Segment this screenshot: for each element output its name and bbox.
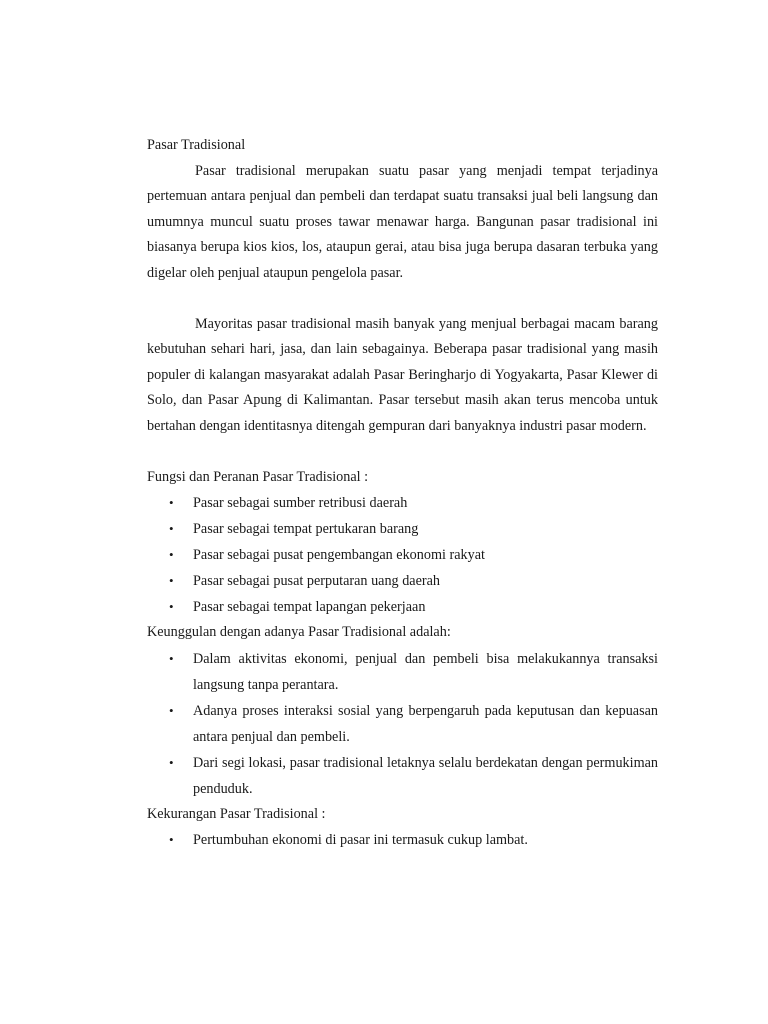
list-item-text: Adanya proses interaksi sosial yang berpengaruh pada keputusan dan kepuasan antara penjual dan pembeli. (193, 702, 658, 745)
section-title-fungsi: Fungsi dan Peranan Pasar Tradisional : (147, 468, 369, 485)
list-item (147, 542, 658, 568)
list-item-text: Pasar sebagai tempat lapangan pekerjaan (193, 599, 426, 615)
list-item-text: Pasar sebagai sumber retribusi daerah (193, 495, 408, 511)
paragraph-spacer (147, 439, 658, 465)
bullet-icon: • (169, 702, 174, 718)
bullet-icon: • (169, 495, 174, 510)
bullet-icon: • (169, 521, 174, 536)
list-item (147, 827, 658, 853)
bullet-icon: • (169, 754, 174, 770)
list-item-text: Pasar sebagai pusat pengembangan ekonomi rakyat (193, 547, 485, 563)
paragraph-spacer (147, 286, 658, 312)
list-item (147, 646, 658, 698)
list-item-text: Pasar sebagai tempat pertukaran barang (193, 521, 419, 537)
list-keunggulan (147, 646, 658, 802)
list-item (147, 698, 658, 750)
list-item-text: Dari segi lokasi, pasar tradisional letaknya selalu berdekatan dengan permukiman penduduk. (193, 754, 658, 797)
bullet-icon: • (169, 573, 174, 588)
bullet-icon: • (169, 650, 174, 666)
list-item (147, 568, 658, 594)
list-item-text: Dalam aktivitas ekonomi, penjual dan pembeli bisa melakukannya transaksi langsung tanpa perantara. (193, 650, 658, 693)
list-item-text: Pertumbuhan ekonomi di pasar ini termasuk cukup lambat. (193, 832, 528, 848)
paragraph-definition: Pasar tradisional merupakan suatu pasar yang menjadi tempat terjadinya pertemuan antara penjual dan pembeli dan terdapat suatu transaksi jual beli langsung dan umumnya muncul suatu proses tawar menawar harga. Bangunan pasar tradisional ini biasanya berupa kios kios, los, ataupun gerai, atau bisa juga berupa dasaran terbuka yang digelar oleh penjual ataupun pengelola pasar. (147, 162, 658, 281)
bullet-icon: • (169, 832, 174, 847)
list-item-text: Pasar sebagai pusat perputaran uang daerah (193, 573, 440, 589)
list-item (147, 750, 658, 802)
document-heading: Pasar Tradisional (147, 137, 246, 153)
list-item (147, 490, 658, 516)
section-title-kekurangan: Kekurangan Pasar Tradisional : (147, 805, 326, 822)
bullet-icon: • (169, 599, 174, 614)
list-item (147, 594, 658, 620)
section-title-keunggulan: Keunggulan dengan adanya Pasar Tradisional adalah: (147, 624, 451, 640)
bullet-icon: • (169, 547, 174, 562)
paragraph-majority: Mayoritas pasar tradisional masih banyak yang menjual berbagai macam barang kebutuhan sehari hari, jasa, dan lain sebagainya. Beberapa pasar tradisional yang masih populer di kalangan masyarakat adalah Pasar Beringharjo di Yogyakarta, Pasar Klewer di Solo, dan Pasar Apung di Kalimantan. Pasar tersebut masih akan terus mencoba untuk bertahan dengan identitasnya ditengah gempuran dari banyaknya industri pasar modern. (147, 315, 658, 434)
list-kekurangan (147, 827, 658, 853)
list-item (147, 516, 658, 542)
list-fungsi (147, 490, 658, 620)
